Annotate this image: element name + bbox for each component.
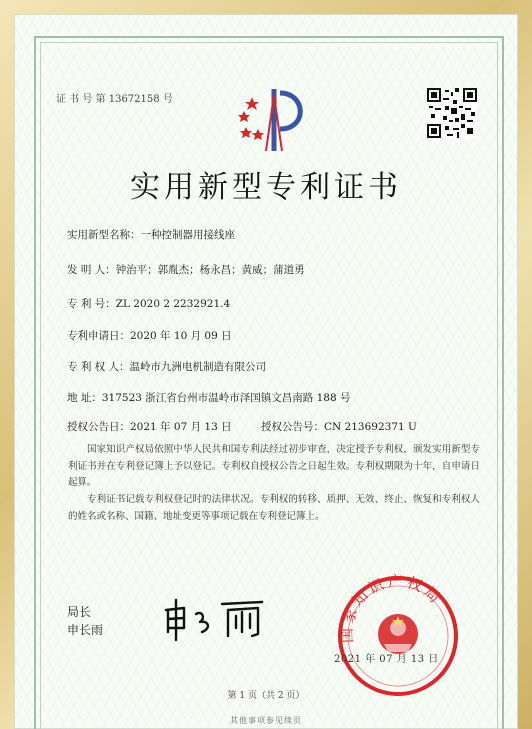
address-label: 地 址： [67,392,102,404]
declaration-paragraph: 国家知识产权局依照中华人民共和国专利法经过初步审查，决定授予专利权，颁发实用新型专利证书并在专利登记簿上予以登记。专利权自授权公告之日起生效。专利权期限为十年，自申请日起算。 [68,444,480,488]
certificate-paper [14,14,518,729]
grant-number-label: 授权公告号： [261,421,324,433]
address: 317523 浙江省台州市温岭市泽国镇文昌南路 188 号 [101,392,351,404]
utility-model-name-row [67,227,235,242]
official-seal [332,572,464,700]
signatory-title: 局长 [67,605,92,619]
grant-date: 2021 年 07 月 13 日 [130,421,232,433]
cnipa-logo-icon [236,85,312,155]
application-date-label: 专利申请日： [67,330,130,342]
signatory-name: 申长雨 [67,623,104,637]
application-date-row [67,328,232,343]
patent-number-label: 专 利 号： [67,298,116,310]
seal-date: 2021 年 07 月 13 日 [334,654,439,665]
page-number: 第 1 页（共 2 页） [227,691,305,701]
application-date: 2020 年 10 月 09 日 [130,330,232,342]
bottom-note: 其他事项参见续页 [230,716,302,725]
seal-text: 国家知识产权局 [337,572,446,644]
handwritten-signature [162,596,282,642]
certificate-number: 证 书 号 第 13672158 号 [56,94,173,105]
patentee-label: 专 利 权 人： [67,361,130,373]
patent-number-row [67,296,230,311]
inventor-row [67,262,305,277]
inventor-label: 发 明 人： [67,264,116,276]
grant-date-label: 授权公告日： [67,421,130,433]
patent-number: ZL 2020 2 2232921.4 [115,298,231,310]
patentee: 温岭市九洲电机制造有限公司 [129,361,267,373]
address-row [67,390,350,405]
page-title: 实用新型专利证书 [130,170,402,205]
grant-number: CN 213692371 U [324,421,417,433]
qr-code-icon [427,87,477,139]
grant-number-row [261,419,417,434]
patentee-row [67,359,266,374]
utility-model-name: 一种控制器用接线座 [140,229,235,241]
inventor: 钟治平；郭胤杰；杨永昌；黄威；蒲道勇 [115,264,305,276]
legal-status-paragraph: 专利证书记载专利权登记时的法律状况。专利权的转移、质押、无效、终止、恢复和专利权人的姓名或名称、国籍、地址变更等事项记载在专利登记簿上。 [68,494,480,522]
utility-model-name-label: 实用新型名称： [67,229,141,241]
grant-date-row [67,419,232,434]
